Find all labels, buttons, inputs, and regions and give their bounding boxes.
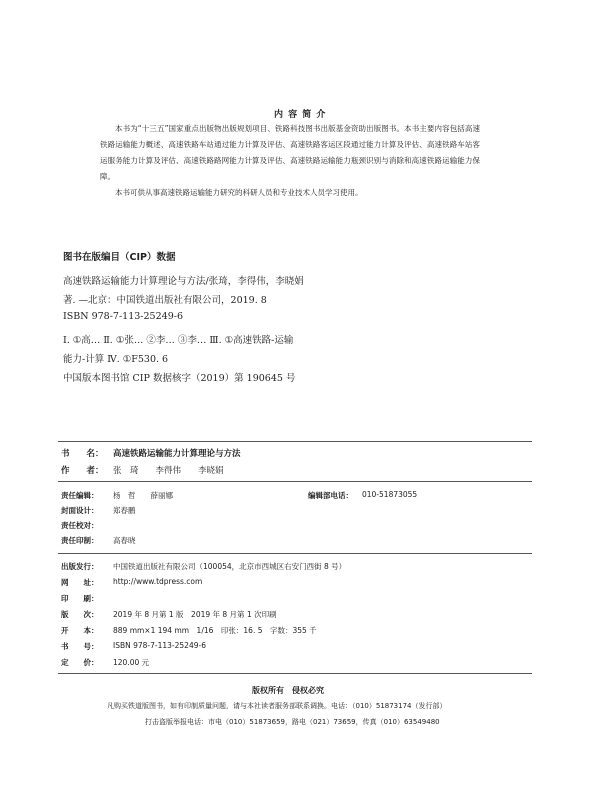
editor-phone-value: 010-51873055 — [362, 490, 418, 499]
isbn-value: ISBN 978-7-113-25249-6 — [113, 641, 206, 650]
cip-line-1: 高速铁路运输能力计算理论与方法/张琦，李得伟，李晓娟 — [63, 276, 304, 287]
book-name-label: 书 名： — [61, 449, 104, 459]
responsible-editor-label: 责任编辑： — [61, 491, 99, 500]
proofread-label: 责任校对： — [61, 521, 99, 530]
book-author-value: 张 琦 李得伟 李晓娟 — [113, 466, 224, 476]
website-value: http://www.tdpress.com — [113, 577, 203, 586]
publisher-label: 出版发行： — [61, 562, 99, 571]
cover-design-value: 郑春鹏 — [113, 506, 136, 515]
format-value: 889 mm×1 194 mm 1/16 印张：16. 5 字数：355 千 — [113, 626, 317, 635]
divider-3 — [58, 553, 532, 554]
format-label: 开 本： — [61, 626, 99, 635]
rights-notice: 版权所有 侵权必究 — [252, 686, 324, 695]
price-value: 120.00 元 — [113, 658, 150, 667]
cip-line-2: 著. —北京：中国铁道出版社有限公司，2019. 8 — [63, 295, 267, 306]
divider-bottom — [58, 673, 532, 674]
summary-title: 内 容 简 介 — [274, 110, 327, 120]
publisher-value: 中国铁道出版社有限公司（100054，北京市西城区右安门西街 8 号） — [113, 562, 347, 571]
cip-line-5: 能力-计算 Ⅳ. ①F530. 6 — [63, 354, 169, 365]
edition-label: 版 次： — [61, 610, 99, 619]
isbn-label: 书 号： — [61, 642, 99, 651]
summary-paragraph-1: 本书为“十三五”国家重点出版物出版规划项目、铁路科技图书出版基金资助出版图书。本书主要内容包括高速铁路运输能力概述、高速铁路车站通过能力计算及评估、高速铁路客运区段通过能力计算及评估、高速铁路车站客运服务能力计算及评估、高速铁路路网能力计算及评估、高速铁路运输能力瓶颈识别与消除和高速铁路运输能力保障。 — [100, 124, 480, 181]
book-name-value: 高速铁路运输能力计算理论与方法 — [113, 449, 241, 459]
cip-line-isbn: ISBN 978-7-113-25249-6 — [63, 311, 183, 322]
summary-paragraph-2: 本书可供从事高速铁路运输能力研究的科研人员和专业技术人员学习使用。 — [115, 188, 363, 197]
book-author-label: 作 者： — [61, 466, 104, 476]
footer-service-line: 凡购买铁道版图书，如有印制质量问题，请与本社读者服务部联系调换。电话：（010）51873174（发行部） — [107, 702, 447, 710]
print-supervisor-value: 高春晓 — [113, 536, 136, 545]
cip-line-6: 中国版本图书馆 CIP 数据核字（2019）第 190645 号 — [63, 373, 296, 384]
divider-top — [58, 441, 532, 442]
divider-2 — [58, 481, 532, 482]
website-label: 网 址： — [61, 578, 99, 587]
responsible-editor-value: 杨 哲 薛丽娜 — [113, 491, 173, 500]
price-label: 定 价： — [61, 658, 99, 667]
cip-title: 图书在版编目（CIP）数据 — [63, 252, 176, 263]
cover-design-label: 封面设计： — [61, 506, 99, 515]
footer-piracy-line: 打击盗版举报电话：市电（010）51873659，路电（021）73659，传真（010）63549480 — [145, 718, 440, 726]
cip-line-4: Ⅰ. ①高… Ⅱ. ①张… ②李… ③李… Ⅲ. ①高速铁路-运输 — [63, 335, 294, 346]
printing-label: 印 刷： — [61, 594, 99, 603]
print-supervisor-label: 责任印制： — [61, 536, 99, 545]
editor-phone-label: 编辑部电话： — [308, 491, 353, 500]
edition-value: 2019 年 8 月第 1 版 2019 年 8 月第 1 次印刷 — [113, 610, 277, 619]
